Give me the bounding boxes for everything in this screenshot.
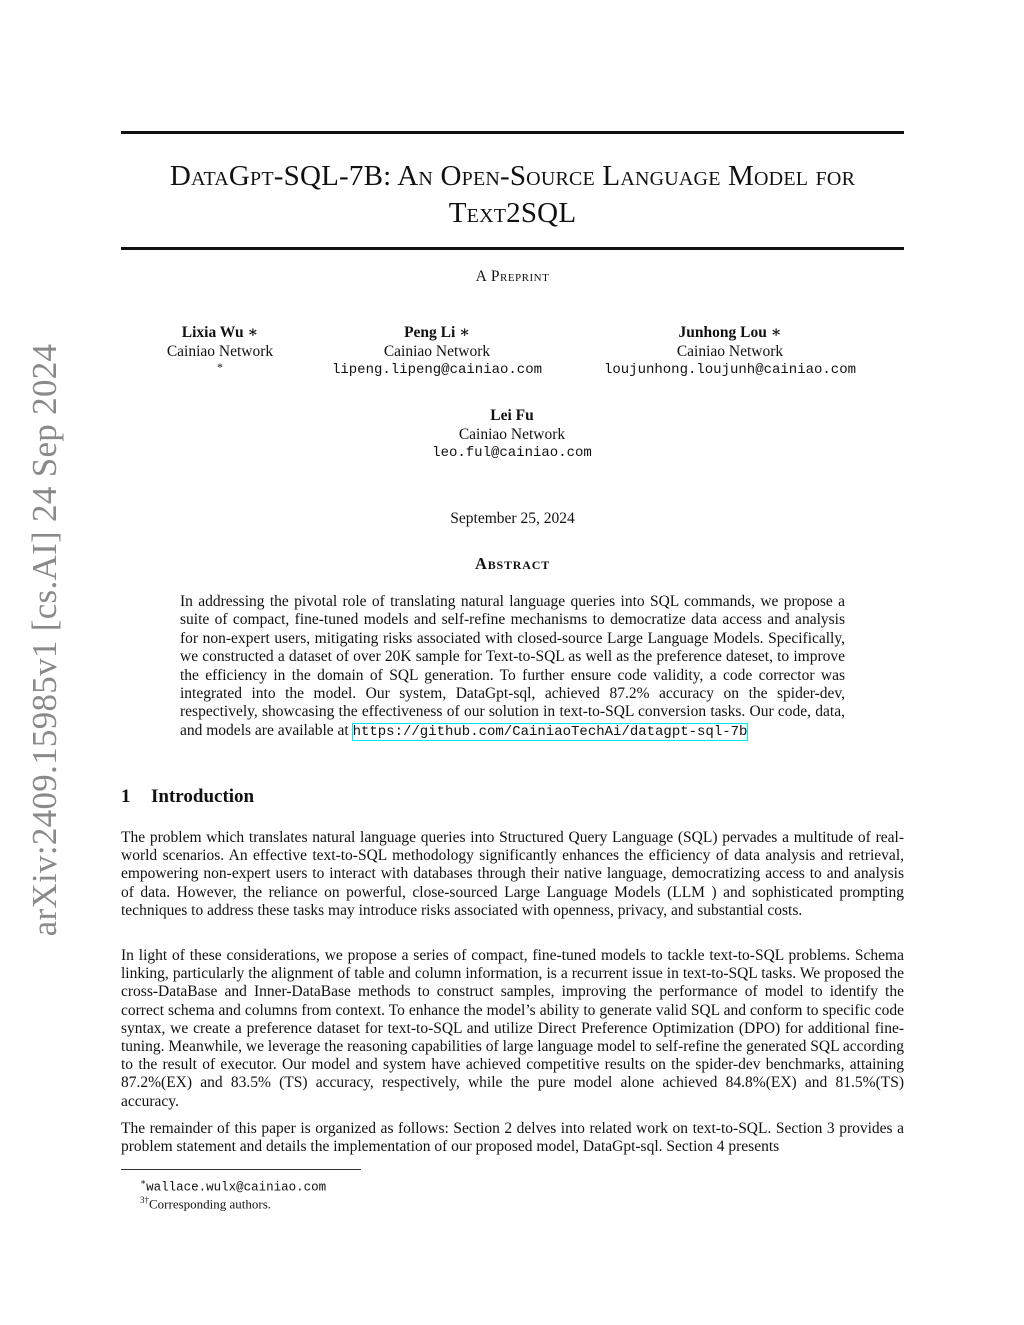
footnote-text: Corresponding authors. xyxy=(149,1196,272,1212)
author-name: Peng Li ∗ xyxy=(404,324,470,341)
github-repo-link[interactable]: https://github.com/CainiaoTechAi/datagpt-sql-7b xyxy=(352,723,748,740)
footnote-mark: 3† xyxy=(140,1195,149,1205)
author-name: Junhong Lou ∗ xyxy=(678,324,782,341)
section-title: Introduction xyxy=(151,786,255,807)
paper-title-line-2: Text2SQL xyxy=(448,197,577,229)
paper-title xyxy=(121,158,904,232)
paper-title-line-1: DataGpt-SQL-7B: An Open-Source Language Model for xyxy=(169,160,856,192)
abstract-text: In addressing the pivotal role of translating natural language queries into SQL commands, we propose a suite of compact, fine-tuned models and self-refine mechanisms to democratize data access and analysis for non-expert users, mitigating risks associated with closed-source Large Language Models. Specifically, we constructed a dataset of over 20K sample for Text-to-SQL as well as the preference dateset, to improve the efficiency in the domain of SQL generation. To further ensure code validity, a code corrector was integrated into the model. Our system, DataGpt-sql, achieved 87.2% accuracy on the spider-dev, respectively, showcasing the effectiveness of our solution in text-to-SQL conversion tasks. Our code, data, and models are available at xyxy=(180,593,845,739)
author-affiliation: Cainiao Network xyxy=(458,425,566,443)
author-block xyxy=(317,324,557,380)
preprint-label: A Preprint xyxy=(475,268,550,285)
section-heading xyxy=(121,786,254,808)
author-block xyxy=(412,407,612,463)
intro-paragraph: The remainder of this paper is organized as follows: Section 2 delves into related work on text-to-SQL. Section 3 provides a problem statement and details the implementation of our proposed model, DataGpt-sql. Section 4 presents xyxy=(121,1120,904,1156)
author-name: Lixia Wu ∗ xyxy=(181,324,259,341)
author-email[interactable]: lipeng.lipeng@cainiao.com xyxy=(331,362,543,378)
author-name: Lei Fu xyxy=(490,407,534,424)
author-affiliation: Cainiao Network xyxy=(383,342,491,360)
abstract-body xyxy=(180,593,845,741)
author-email[interactable]: leo.ful@cainiao.com xyxy=(432,445,592,461)
publication-date: September 25, 2024 xyxy=(450,510,575,527)
section-number: 1 xyxy=(121,786,131,807)
arxiv-identifier-sidebar: arXiv:2409.15985v1 [cs.AI] 24 Sep 2024 xyxy=(25,343,64,937)
footnote xyxy=(140,1192,271,1212)
intro-paragraph: In light of these considerations, we propose a series of compact, fine-tuned models to tackle text-to-SQL problems. Schema linking, particularly the alignment of table and column information, is a recurrent issue in text-to-SQL tasks. We proposed the cross-DataBase and Inner-DataBase methods to construct samples, improving the performance of model to identify the correct schema and columns from context. To enhance the model’s ability to generate valid SQL and conform to specific code syntax, we create a preference dataset for text-to-SQL and utilize Direct Preference Optimization (DPO) for additional fine-tuning. Meanwhile, we leverage the reasoning capabilities of large language model to self-refine the generated SQL according to the result of executor. Our model and system have achieved competitive results on the spider-dev benchmarks, attaining 87.2%(EX) and 83.5% (TS) accuracy, respectively, while the pure model alone achieved 84.8%(EX) and 81.5%(TS) accuracy. xyxy=(121,947,904,1110)
title-bottom-rule xyxy=(121,247,904,250)
footnote-text[interactable]: wallace.wulx@cainiao.com xyxy=(146,1180,327,1195)
author-email: * xyxy=(217,360,223,374)
author-affiliation: Cainiao Network xyxy=(166,342,274,360)
title-top-rule xyxy=(121,131,904,134)
intro-paragraph: The problem which translates natural language queries into Structured Query Language (SQL) pervades a multitude of real-world scenarios. An effective text-to-SQL methodology significantly enhances the efficiency of data analysis and retrieval, empowering non-expert users to interact with databases through their native language, democratizing access to and analysis of data. However, the reliance on powerful, close-sourced Large Language Models (LLM ) and sophisticated prompting techniques to address these tasks may introduce risks associated with openness, privacy, and substantial costs. xyxy=(121,829,904,919)
author-block xyxy=(585,324,875,380)
footnote-rule xyxy=(121,1169,361,1170)
footnote-mark: ∗ xyxy=(140,1177,147,1187)
author-affiliation: Cainiao Network xyxy=(676,342,784,360)
author-email[interactable]: loujunhong.loujunh@cainiao.com xyxy=(603,362,857,378)
author-block xyxy=(140,324,300,374)
abstract-heading: Abstract xyxy=(475,554,550,573)
